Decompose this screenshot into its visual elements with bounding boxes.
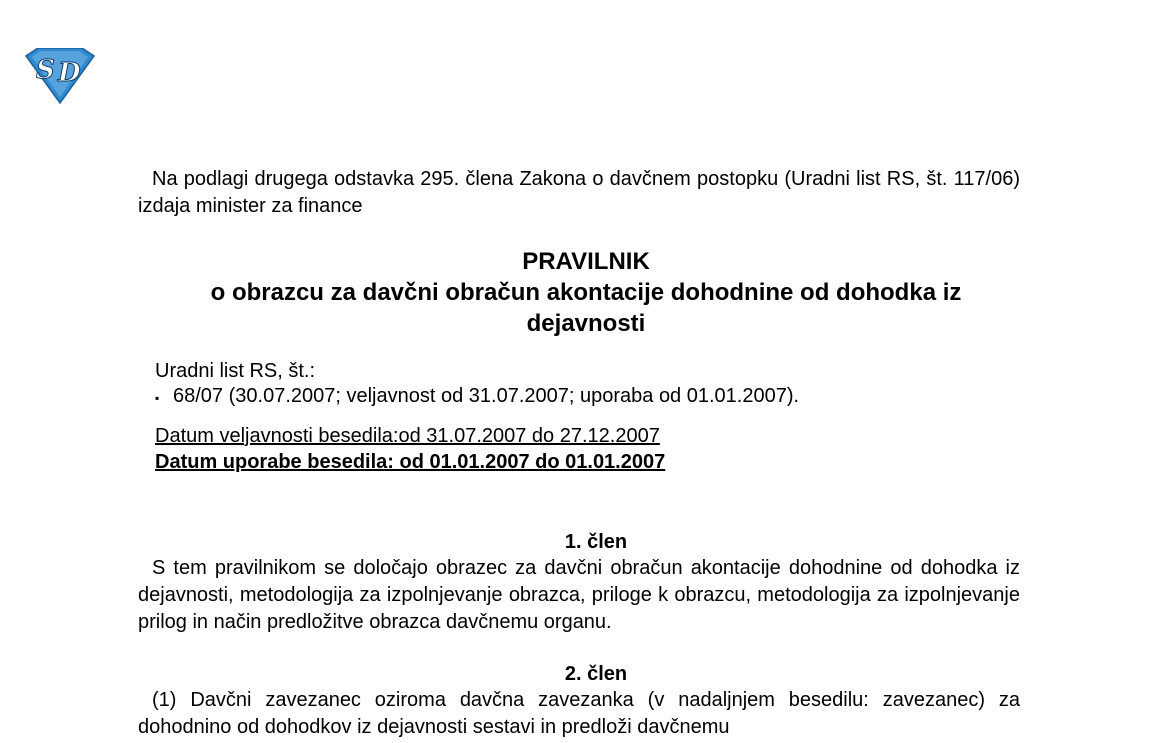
usage-label: Datum uporabe besedila: — [155, 451, 394, 473]
title-main: PRAVILNIK — [522, 248, 650, 275]
article-2-text: (1) Davčni zavezanec oziroma davčna zavezanka (v nadaljnjem besedilu: zavezanec) za dohodnino od dohodkov iz dejavnosti sestavi in predloži davčnemu — [138, 689, 1020, 738]
usage-value: od 01.01.2007 do 01.01.2007 — [399, 451, 666, 473]
validity-dates — [138, 423, 1020, 475]
article-1-text: S tem pravilnikom se določajo obrazec za davčni obračun akontacije dohodnine od dohodka iz dejavnosti, metodologija za izpolnjevanje obrazca, priloge k obrazcu, metodologija za izpolnjevanje prilog in način predložitve obrazca davčnemu organu. — [138, 557, 1020, 633]
validity-label: Datum veljavnosti besedila: — [155, 425, 399, 447]
intro-paragraph: Na podlagi drugega odstavka 295. člena Zakona o davčnem postopku (Uradni list RS, št. 117/06) izdaja minister za finance — [138, 168, 1020, 217]
gazette-label: Uradni list RS, št.: — [155, 360, 316, 382]
sd-logo-icon — [22, 48, 96, 104]
usage-row — [155, 449, 1020, 475]
document-body — [138, 166, 1020, 741]
title-subtitle: o obrazcu za davčni obračun akontacije dohodnine od dohodka iz dejavnosti — [210, 279, 962, 337]
article-1-title: 1. člen — [564, 531, 628, 553]
gazette-entry-row — [155, 384, 1020, 411]
validity-row — [155, 423, 1020, 449]
article-2-title: 2. člen — [564, 663, 628, 685]
document-title — [138, 246, 1020, 339]
gazette-entry: 68/07 (30.07.2007; veljavnost od 31.07.2007; uporaba od 01.01.2007). — [173, 385, 800, 407]
svg-text:S: S — [36, 55, 55, 85]
svg-text:D: D — [58, 58, 81, 88]
gazette-reference — [138, 359, 1020, 411]
bullet-icon: ▪ — [155, 391, 160, 405]
validity-value: od 31.07.2007 do 27.12.2007 — [398, 425, 660, 447]
